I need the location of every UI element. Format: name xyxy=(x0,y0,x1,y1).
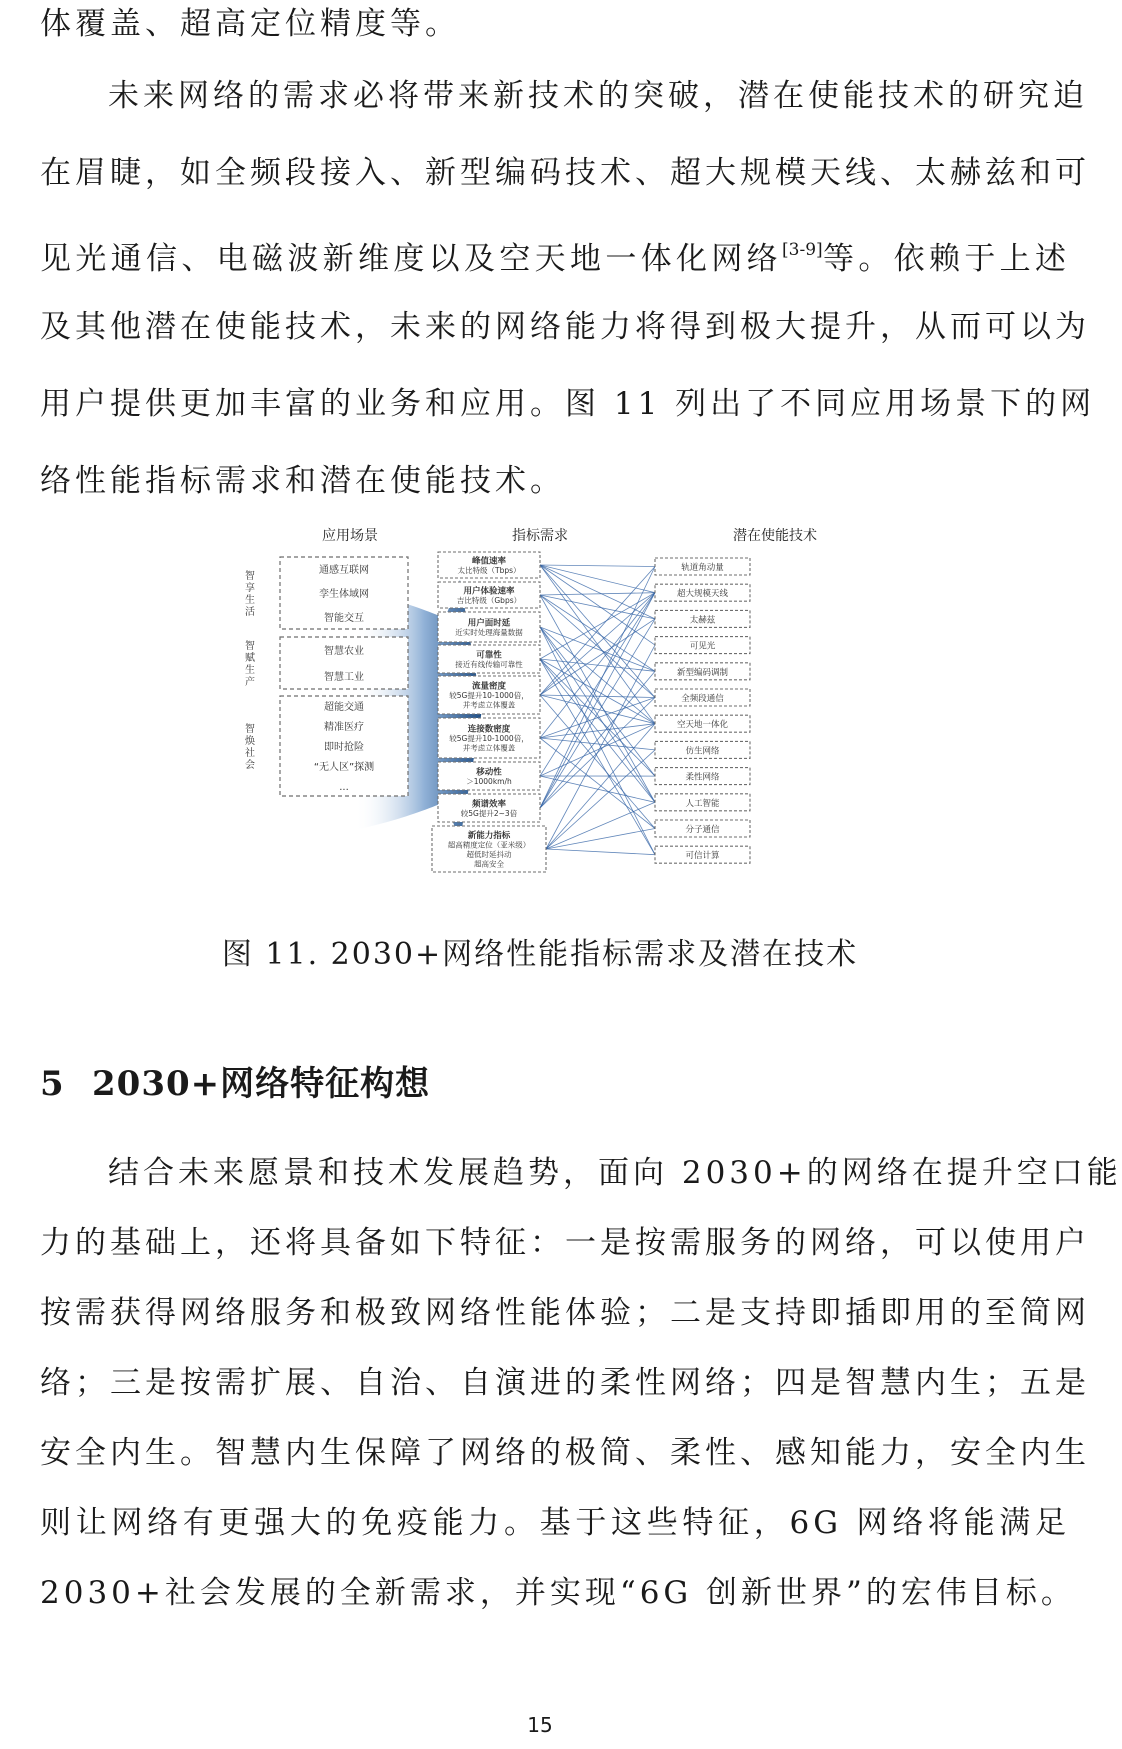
text-span: 等。依赖于上述 xyxy=(822,241,1071,277)
link-line xyxy=(540,593,655,738)
link-line xyxy=(546,645,655,849)
link-line xyxy=(540,595,655,619)
link-line xyxy=(546,802,655,849)
link-line xyxy=(546,829,655,850)
scene-group-label-char: 社 xyxy=(245,748,255,759)
tech-label: 分子通信 xyxy=(685,825,720,835)
scene-group-label-char: 智 xyxy=(245,724,255,735)
tech-label: 超大规模天线 xyxy=(676,589,729,600)
links-layer xyxy=(540,565,655,855)
scene-group-label-char: 享 xyxy=(245,583,255,594)
link-line xyxy=(540,724,655,738)
metric-subtext: 超高精度定位（亚米级） xyxy=(447,840,531,850)
paragraph-line: 2030+社会发展的全新需求，并实现“6G 创新世界”的宏伟目标。 xyxy=(40,1575,1076,1611)
link-line xyxy=(540,593,655,695)
column-title-tech: 潜在使能技术 xyxy=(733,528,817,544)
scene-item: 智慧农业 xyxy=(324,646,364,657)
scene-item: 孪生体域网 xyxy=(319,589,369,600)
tech-column xyxy=(655,558,750,863)
scene-item: 超能交通 xyxy=(324,702,364,713)
scene-group-label-char: 智 xyxy=(245,571,255,582)
paragraph-line: 在眉睫，如全频段接入、新型编码技术、超大规模天线、太赫兹和可 xyxy=(40,155,1090,191)
scene-group-label-char: 焕 xyxy=(245,736,255,747)
citation-reference: [3-9] xyxy=(782,240,823,260)
metric-subtext: 较5G提升10-1000倍， xyxy=(449,734,529,743)
link-line xyxy=(540,593,655,595)
section-heading xyxy=(40,1062,430,1106)
metric-subtext: 近实时处理海量数据 xyxy=(455,627,523,637)
scene-item: 智能交互 xyxy=(324,613,364,624)
tech-label: 太赫兹 xyxy=(689,615,716,626)
tech-label: 人工智能 xyxy=(685,798,720,809)
paragraph-line: 用户提供更加丰富的业务和应用。图 11 列出了不同应用场景下的网 xyxy=(40,386,1096,422)
metric-subtext: ＞1000km/h xyxy=(466,776,512,786)
scene-item: 即时抢险 xyxy=(324,742,364,753)
tech-label: 全频段通信 xyxy=(681,694,724,704)
scene-item: “无人区”探测 xyxy=(313,762,375,773)
tech-label: 仿生网络 xyxy=(685,746,720,757)
figure-diagram xyxy=(245,520,850,915)
metric-subtext: 较5G提升2~3倍 xyxy=(460,808,518,818)
scene-group-label-char: 生 xyxy=(245,595,255,606)
metric-subtext: 超低时延抖动 xyxy=(466,849,512,859)
metric-subtext: 接近有线传输可靠性 xyxy=(455,659,523,669)
scene-item: 智慧工业 xyxy=(324,672,364,683)
paragraph-line xyxy=(40,230,1070,279)
link-line xyxy=(540,619,655,808)
metric-title: 用户面时延 xyxy=(467,618,511,629)
paragraph-line: 及其他潜在使能技术，未来的网络能力将得到极大提升，从而可以为 xyxy=(40,309,1090,345)
tech-label: 柔性网络 xyxy=(685,772,720,783)
column-title-metrics: 指标需求 xyxy=(512,528,568,544)
metric-title: 流量密度 xyxy=(471,681,507,692)
metric-title: 新能力指标 xyxy=(467,830,511,841)
column-title-scenes: 应用场景 xyxy=(322,528,378,544)
scene-item: ... xyxy=(339,782,349,793)
scenes-column xyxy=(244,557,408,796)
section-number: 5 xyxy=(40,1064,65,1104)
paragraph-line: 安全内生。智慧内生保障了网络的极简、柔性、感知能力，安全内生 xyxy=(40,1435,1090,1471)
metric-title: 频谱效率 xyxy=(471,799,507,810)
scene-group-label-char: 智 xyxy=(245,641,255,652)
metric-subtext: 吉比特级（Gbps） xyxy=(456,595,522,605)
scene-group-label-char: 生 xyxy=(245,665,255,676)
text-span: 见光通信、电磁波新维度以及空天地一体化网络 xyxy=(40,241,783,277)
paragraph-line: 未来网络的需求必将带来新技术的突破，潜在使能技术的研究迫 xyxy=(108,78,1088,114)
link-line xyxy=(540,738,655,829)
scene-item: 通感互联网 xyxy=(319,565,369,576)
tech-label: 空天地一体化 xyxy=(676,720,729,731)
paragraph-line: 体覆盖、超高定位精度等。 xyxy=(40,6,460,42)
link-line xyxy=(540,659,655,855)
scene-group-label-char: 会 xyxy=(245,760,255,771)
metric-subtext: 太比特级（Tbps） xyxy=(457,565,521,575)
metric-subtext: 并考虑立体覆盖 xyxy=(462,700,516,710)
figure-caption: 图 11. 2030+网络性能指标需求及潜在技术 xyxy=(221,937,859,972)
paragraph-line: 则让网络有更强大的免疫能力。基于这些特征，6G 网络将能满足 xyxy=(40,1505,1070,1541)
paragraph-line: 络性能指标需求和潜在使能技术。 xyxy=(40,463,565,499)
scene-item: 精准医疗 xyxy=(324,722,364,733)
metrics-column xyxy=(432,552,546,872)
section-title: 2030+网络特征构想 xyxy=(92,1064,431,1104)
metric-subtext: 并考虑立体覆盖 xyxy=(462,743,516,753)
metric-title: 峰值速率 xyxy=(471,556,507,567)
paragraph-line: 力的基础上，还将具备如下特征：一是按需服务的网络，可以使用户 xyxy=(40,1225,1090,1261)
paragraph-line: 络；三是按需扩展、自治、自演进的柔性网络；四是智慧内生；五是 xyxy=(40,1365,1090,1401)
metric-subtext: 超高安全 xyxy=(474,859,504,869)
metric-title: 用户体验速率 xyxy=(463,586,515,597)
scene-group-label-char: 活 xyxy=(245,607,255,618)
tech-label: 可信计算 xyxy=(685,851,720,862)
page-number: 15 xyxy=(527,1713,553,1737)
tech-label: 可见光 xyxy=(689,641,716,652)
paragraph-line: 结合未来愿景和技术发展趋势，面向 2030+的网络在提升空口能 xyxy=(108,1155,1122,1191)
metric-title: 移动性 xyxy=(476,767,502,778)
scene-group-label-char: 赋 xyxy=(245,653,255,664)
metric-subtext: 较5G提升10-1000倍， xyxy=(449,691,529,700)
tech-label: 新型编码调制 xyxy=(676,667,729,678)
link-line xyxy=(540,695,655,698)
metric-title: 连接数密度 xyxy=(467,724,511,735)
link-line xyxy=(546,849,655,855)
link-line xyxy=(540,565,655,567)
scene-group-label-char: 产 xyxy=(245,677,255,688)
tech-label: 轨道角动量 xyxy=(681,563,724,573)
paragraph-line: 按需获得网络服务和极致网络性能体验；二是支持即插即用的至简网 xyxy=(40,1295,1090,1331)
metric-title: 可靠性 xyxy=(476,650,502,661)
